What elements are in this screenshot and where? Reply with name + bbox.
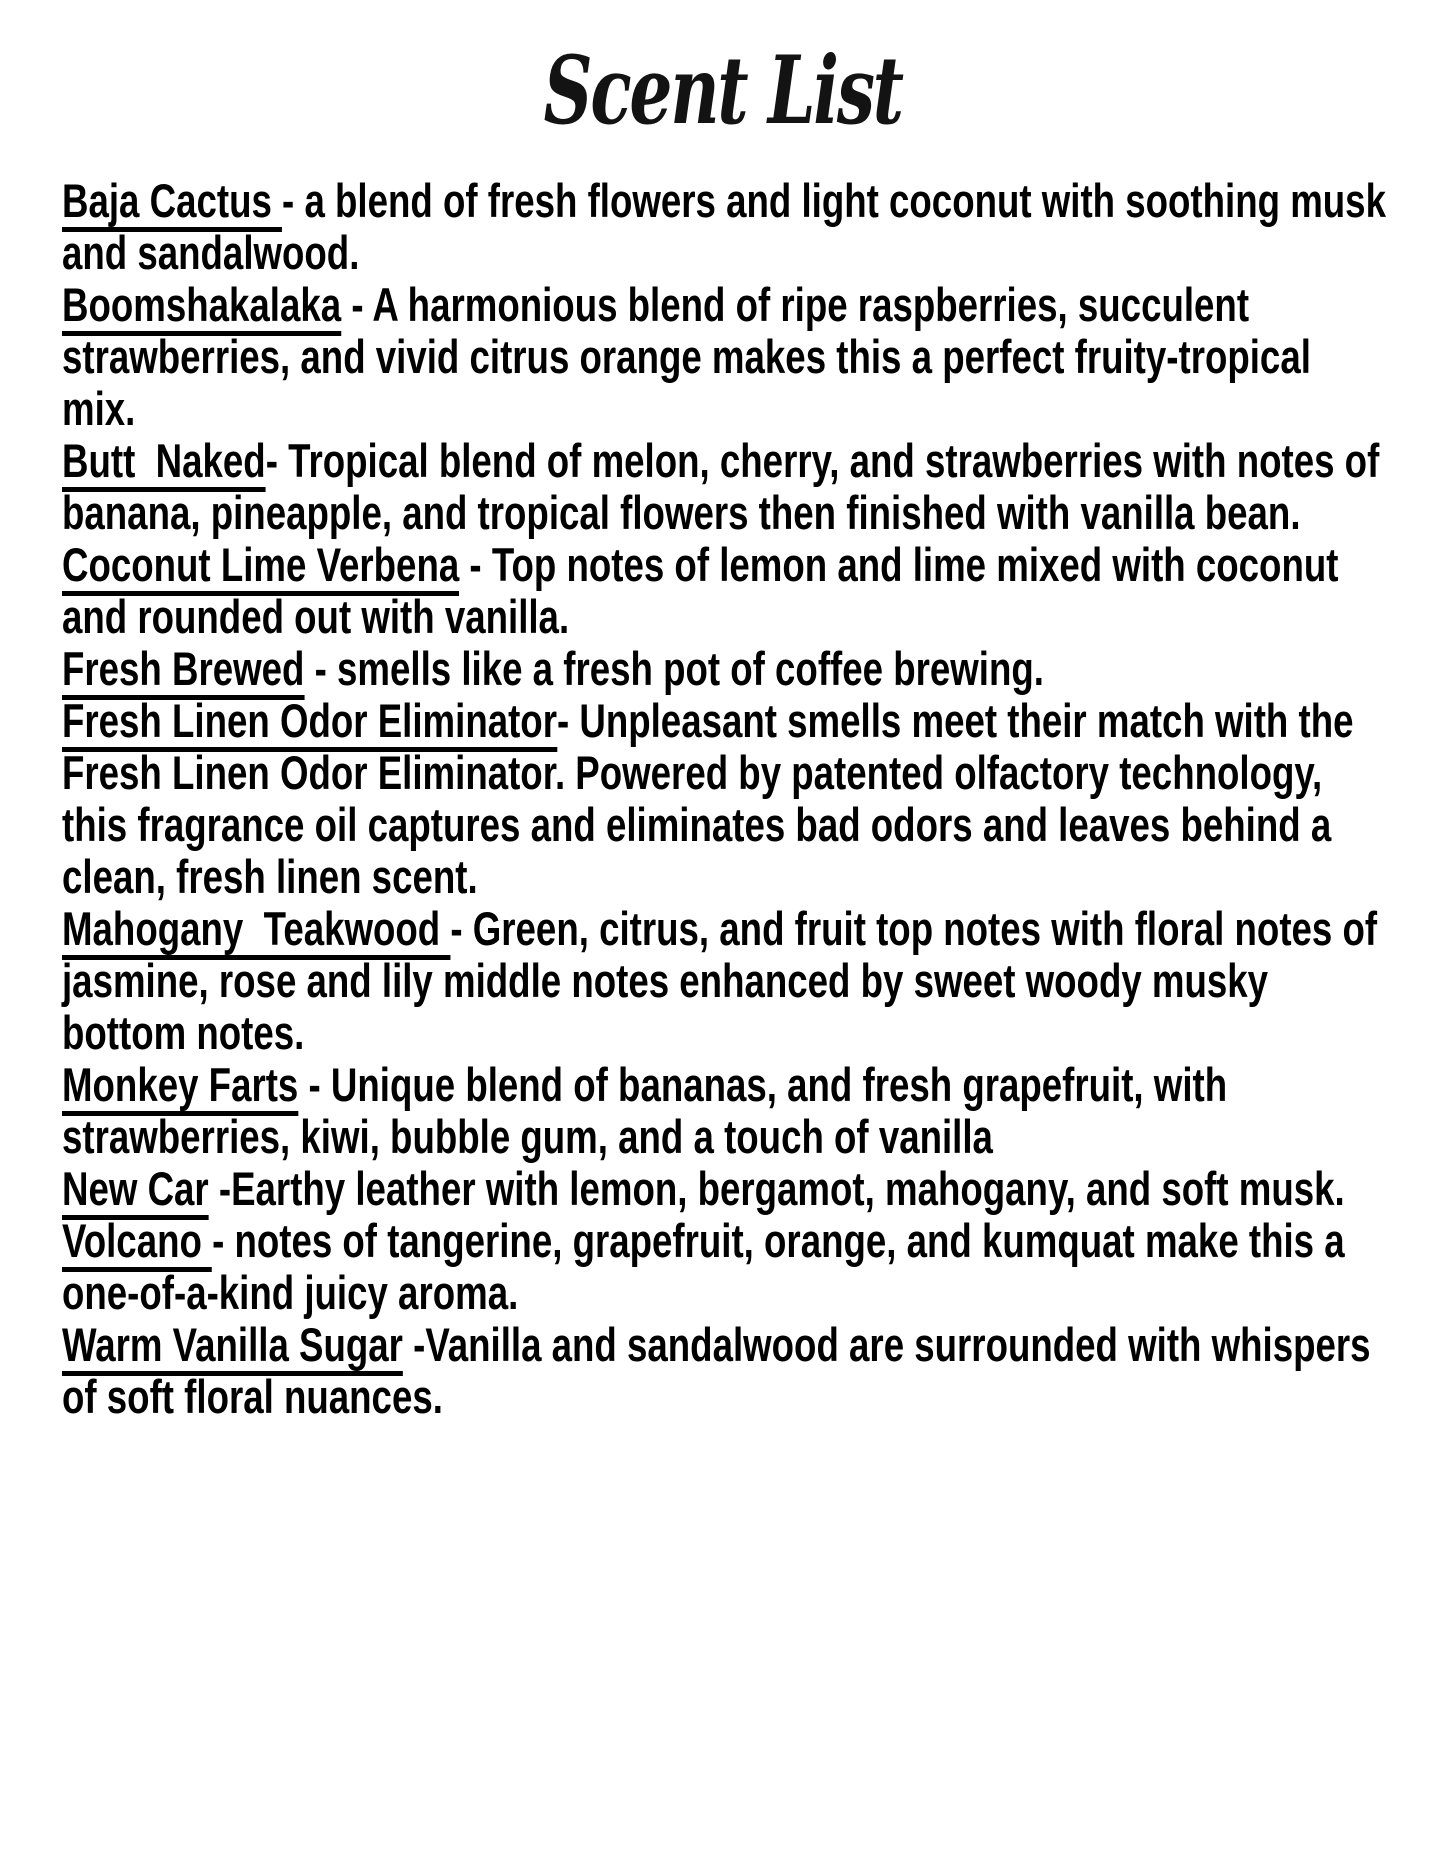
scent-entry bbox=[62, 539, 1388, 643]
scent-description: - smells like a fresh pot of coffee brewing. bbox=[304, 641, 1044, 695]
scent-name: Warm Vanilla Sugar bbox=[62, 1318, 403, 1376]
scent-name: Fresh Brewed bbox=[62, 642, 304, 700]
scent-name: New Car bbox=[62, 1162, 209, 1220]
scent-name: Fresh Linen Odor Eliminator bbox=[62, 694, 557, 752]
scent-entry bbox=[62, 173, 1397, 279]
scent-entry bbox=[62, 643, 1388, 695]
scent-entry bbox=[62, 279, 1388, 435]
page-title bbox=[0, 36, 1445, 146]
scent-description: -Vanilla and sandalwood are surrounded with whispers of soft floral nuances. bbox=[62, 1317, 1381, 1423]
scent-entry bbox=[62, 1319, 1388, 1423]
scent-description: - Green, citrus, and fruit top notes with floral notes of jasmine, rose and lily middle notes enhanced by sweet woody musky bottom notes. bbox=[62, 901, 1388, 1059]
scent-list bbox=[62, 173, 1397, 1423]
scent-entry bbox=[62, 695, 1388, 903]
scent-entry bbox=[62, 1215, 1388, 1319]
scent-description: - A harmonious blend of ripe raspberries, succulent strawberries, and vivid citrus orange makes this a perfect fruity-tropical mix. bbox=[62, 277, 1322, 435]
scent-name: Butt Naked bbox=[62, 434, 266, 492]
scent-name: Mahogany Teakwood bbox=[62, 902, 450, 960]
scent-entry bbox=[62, 435, 1388, 539]
scent-name: Volcano bbox=[62, 1214, 212, 1272]
scent-description: - Unpleasant smells meet their match with the Fresh Linen Odor Eliminator. Powered by patented olfactory technology, this fragrance oil captures and eliminates bad odors and leaves behind a clean, fresh linen scent. bbox=[62, 693, 1364, 903]
scent-description: - Top notes of lemon and lime mixed with coconut and rounded out with vanilla. bbox=[62, 537, 1349, 643]
scent-name: Boomshakalaka bbox=[62, 278, 341, 336]
scent-description: - Unique blend of bananas, and fresh grapefruit, with strawberries, kiwi, bubble gum, and a touch of vanilla bbox=[62, 1057, 1238, 1163]
scent-description: - notes of tangerine, grapefruit, orange, and kumquat make this a one-of-a-kind juicy aroma. bbox=[62, 1213, 1355, 1319]
scent-description: - Tropical blend of melon, cherry, and strawberries with notes of banana, pineapple, and tropical flowers then finished with vanilla bean. bbox=[62, 433, 1390, 539]
page-title-text: Scent List bbox=[543, 36, 902, 146]
scent-description: -Earthy leather with lemon, bergamot, mahogany, and soft musk. bbox=[208, 1161, 1345, 1215]
scent-name: Coconut Lime Verbena bbox=[62, 538, 459, 596]
scent-name: Baja Cactus bbox=[62, 174, 282, 232]
scent-entry bbox=[62, 1163, 1388, 1215]
scent-entry bbox=[62, 903, 1388, 1059]
scent-description: - a blend of fresh flowers and light coconut with soothing musk and sandalwood. bbox=[62, 173, 1397, 279]
scent-entry bbox=[62, 1059, 1388, 1163]
scent-name: Monkey Farts bbox=[62, 1058, 298, 1116]
